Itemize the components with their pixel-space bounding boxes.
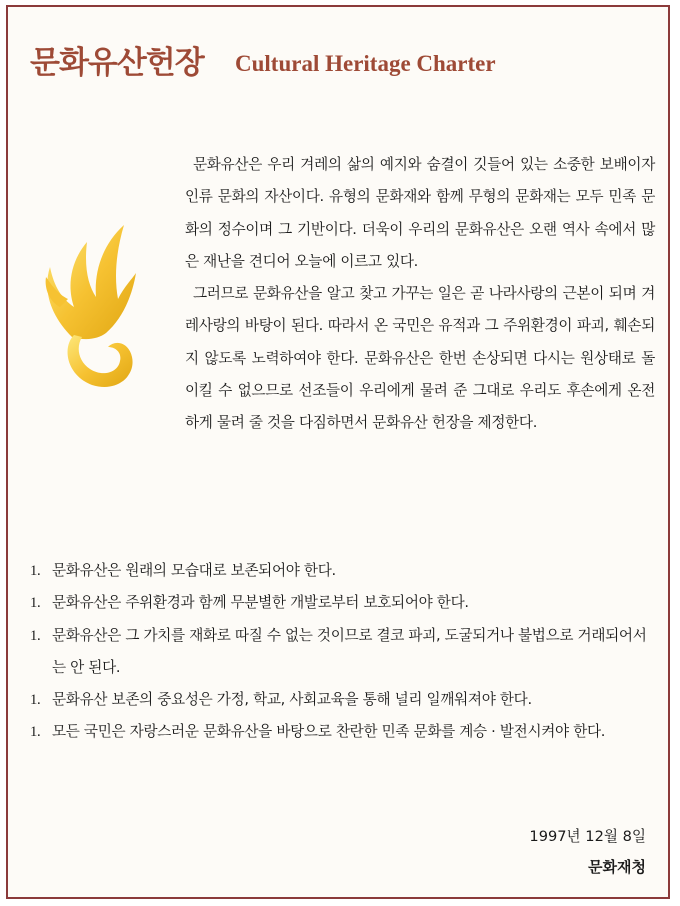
charter-articles-list xyxy=(30,555,660,749)
proclamation-date: 1997년 12월 8일 xyxy=(529,828,646,845)
list-item xyxy=(30,555,660,587)
list-item xyxy=(30,716,660,748)
article-number: 1. xyxy=(30,563,41,579)
article-number: 1. xyxy=(30,692,41,709)
article-number: 1. xyxy=(30,627,41,644)
charter-document xyxy=(6,5,670,899)
page-title-korean: 문화유산헌장 xyxy=(30,45,204,81)
preamble-paragraph: 문화유산은 우리 겨레의 삶의 예지와 숨결이 깃들어 있는 소중한 보배이자 인류 문화의 자산이다. 유형의 문화재와 함께 무형의 문화재는 모두 민족 문화의 정수이며 그 기반이다. 더욱이 우리의 문화유산은 오랜 역사 속에서 많은 재난을 견디어 오늘에 이르고 있다. xyxy=(185,156,655,270)
list-item xyxy=(30,587,660,619)
article-number: 1. xyxy=(30,724,41,741)
golden-flame-leaf-emblem-icon xyxy=(32,207,142,397)
issuing-organization: 문화재청 xyxy=(588,858,646,876)
preamble-paragraph: 그러므로 문화유산을 알고 찾고 가꾸는 일은 곧 나라사랑의 근본이 되며 겨레사랑의 바탕이 된다. 따라서 온 국민은 유적과 그 주위환경이 파괴, 훼손되지 않도록 노력하여야 한다. 문화유산은 한번 손상되면 다시는 원상태로 돌이킬 수 없으므로 선조들이 우리에게 물려 준 그대로 우리도 후손에게 온전하게 물려 줄 것을 다짐하면서 문화유산 헌장을 제정한다. xyxy=(185,285,655,432)
article-text: 문화유산은 원래의 모습대로 보존되어야 한다. xyxy=(52,562,336,579)
list-item xyxy=(30,684,660,716)
page-title-english: Cultural Heritage Charter xyxy=(235,51,496,76)
article-text: 모든 국민은 자랑스러운 문화유산을 바탕으로 찬란한 민족 문화를 계승 · 발전시켜야 한다. xyxy=(52,723,606,741)
article-number: 1. xyxy=(30,595,41,612)
article-text: 문화유산 보존의 중요성은 가정, 학교, 사회교육을 통해 널리 일깨워져야 한다. xyxy=(52,691,532,709)
list-item xyxy=(30,620,660,685)
article-text: 문화유산은 주위환경과 함께 무분별한 개발로부터 보호되어야 한다. xyxy=(52,594,469,612)
article-text: 문화유산은 그 가치를 재화로 따질 수 없는 것이므로 결코 파괴, 도굴되거나 불법으로 거래되어서는 안 된다. xyxy=(52,626,647,676)
charter-preamble xyxy=(185,149,655,440)
